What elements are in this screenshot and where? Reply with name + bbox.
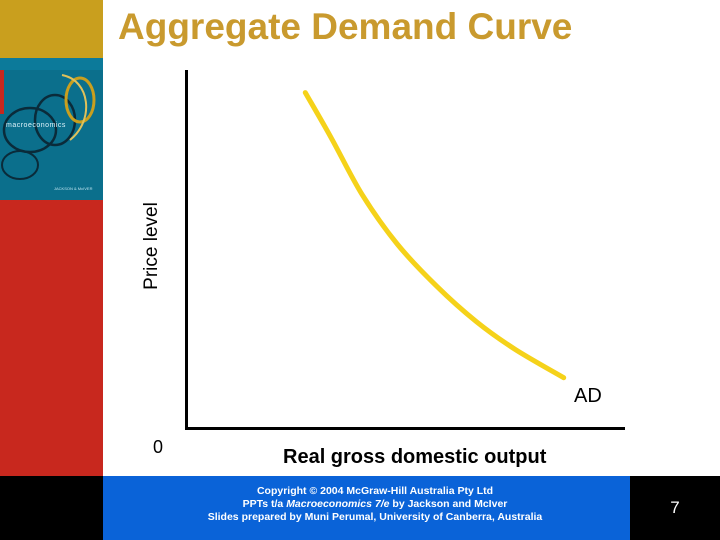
slide-title: Aggregate Demand Curve [118, 6, 573, 47]
origin-label: 0 [153, 437, 164, 457]
footer-right-block [630, 476, 720, 540]
ad-curve-line [305, 93, 563, 378]
y-axis-label: Price level [141, 202, 162, 290]
copyright-book-title: Macroeconomics 7/e [286, 498, 390, 510]
ad-curve-label: AD [574, 385, 602, 407]
copyright-line-1: Copyright © 2004 McGraw-Hill Australia Pty Ltd [256, 485, 494, 497]
x-axis-label: Real gross domestic output [283, 446, 547, 468]
copyright-notice [140, 485, 610, 524]
footer-bar [0, 476, 720, 540]
page-number: 7 [670, 498, 680, 517]
book-cover-title: macroeconomics [6, 122, 66, 129]
book-cover-subtitle: JACKSON & McIVER [54, 186, 93, 191]
copyright-line-3: Slides prepared by Muni Perumal, University of Canberra, Australia [207, 511, 543, 523]
footer-left-block [0, 476, 103, 540]
copyright-line-2: PPTs t/a Macroeconomics 7/e by Jackson and McIver [242, 498, 508, 510]
